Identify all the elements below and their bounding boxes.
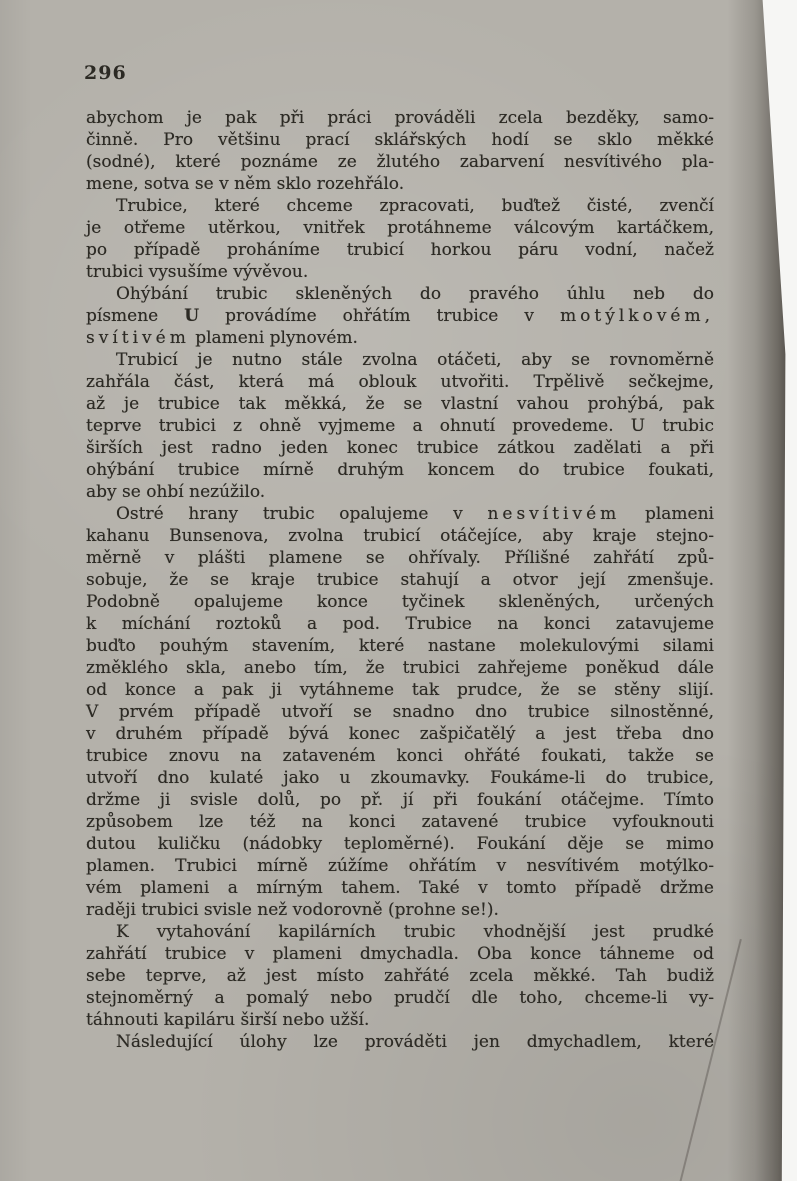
text-line xyxy=(86,151,714,173)
text-segment: širších jest radno jeden konec trubice zátkou zadělati a při xyxy=(86,438,714,458)
text-line xyxy=(86,679,714,701)
text-line xyxy=(86,107,714,129)
text-segment: v druhém případě bývá konec zašpičatělý a jest třeba dno xyxy=(86,724,714,744)
text-line xyxy=(86,613,714,635)
text-segment: sobuje, že se kraje trubice stahují a otvor její zmenšuje. xyxy=(86,570,714,590)
text-segment: ohýbání trubice mírně druhým koncem do trubice foukati, xyxy=(86,460,714,480)
text-line xyxy=(86,855,714,877)
text-segment: zahřátí trubice v plameni dmychadla. Oba konce táhneme od xyxy=(86,944,714,964)
text-segment: kahanu Bunsenova, zvolna trubicí otáčejíce, aby kraje stejno- xyxy=(86,526,714,546)
text-line xyxy=(86,129,714,151)
text-line xyxy=(86,459,714,481)
text-segment: trubice znovu na zataveném konci ohřáté foukati, takže se xyxy=(86,746,714,766)
text-segment: sebe teprve, až jest místo zahřáté zcela měkké. Tah budiž xyxy=(86,966,714,986)
text-segment: měrně v plášti plamene se ohřívaly. Přílišné zahřátí způ- xyxy=(86,548,714,568)
text-segment: svítivém xyxy=(86,328,190,348)
text-line xyxy=(86,525,714,547)
text-line xyxy=(86,811,714,833)
text-line xyxy=(86,1031,714,1053)
text-segment: aby se ohbí nezúžilo. xyxy=(86,482,266,502)
page-number: 296 xyxy=(84,62,127,84)
text-line xyxy=(86,415,714,437)
text-segment: raději trubici svisle než vodorovně (prohne se!). xyxy=(86,900,499,920)
text-line xyxy=(86,547,714,569)
text-segment: zahřála část, která má oblouk utvořiti. Trpělivě sečkejme, xyxy=(86,372,714,392)
text-line xyxy=(86,393,714,415)
text-line xyxy=(86,877,714,899)
text-segment: vém plameni a mírným tahem. Také v tomto případě držme xyxy=(86,878,714,898)
text-line xyxy=(86,701,714,723)
text-line xyxy=(86,371,714,393)
text-segment: plameni plynovém. xyxy=(189,328,358,348)
text-line xyxy=(86,965,714,987)
text-line xyxy=(86,349,714,371)
text-line xyxy=(86,327,714,349)
text-segment: Následující úlohy lze prováděti jen dmychadlem, které xyxy=(116,1032,714,1052)
text-segment: mene, sotva se v něm sklo rozehřálo. xyxy=(86,174,405,194)
text-line xyxy=(86,217,714,239)
text-segment: změklého skla, anebo tím, že trubici zahřejeme poněkud dále xyxy=(86,658,714,678)
text-segment: stejnoměrný a pomalý nebo prudčí dle toho, chceme-li vy- xyxy=(86,988,714,1008)
text-line xyxy=(86,767,714,789)
text-segment: abychom je pak při práci prováděli zcela bezděky, samo- xyxy=(86,108,714,128)
text-segment: dutou kuličku (nádobky teploměrné). Foukání děje se mimo xyxy=(86,834,714,854)
text-segment: (sodné), které poznáme ze žlutého zabarvení nesvítivého pla- xyxy=(86,152,714,172)
text-block xyxy=(86,107,714,1053)
text-segment: způsobem lze též na konci zatavené trubice vyfouknouti xyxy=(86,812,714,832)
text-segment: Trubice, které chceme zpracovati, buďtež čisté, zvenčí xyxy=(116,196,714,216)
text-segment: teprve trubici z ohně vyjmeme a ohnutí provedeme. U trubic xyxy=(86,416,714,436)
text-segment: nesvítivém xyxy=(487,504,621,524)
text-line xyxy=(86,481,714,503)
text-segment: Podobně opalujeme konce tyčinek skleněných, určených xyxy=(86,592,714,612)
text-segment: je otřeme utěrkou, vnitřek protáhneme válcovým kartáčkem, xyxy=(86,218,714,238)
text-line xyxy=(86,987,714,1009)
text-line xyxy=(86,503,714,525)
text-segment: Ostré hrany trubic opalujeme v xyxy=(116,504,488,524)
text-line xyxy=(86,305,714,327)
text-line xyxy=(86,1009,714,1031)
text-line xyxy=(86,195,714,217)
text-line xyxy=(86,657,714,679)
text-segment: činně. Pro většinu prací sklářských hodí se sklo měkké xyxy=(86,130,714,150)
text-segment: od konce a pak ji vytáhneme tak prudce, že se stěny slijí. xyxy=(86,680,714,700)
text-line xyxy=(86,591,714,613)
text-segment: K vytahování kapilárních trubic vhodnější jest prudké xyxy=(116,922,714,942)
text-line xyxy=(86,899,714,921)
text-line xyxy=(86,789,714,811)
text-segment: plamen. Trubici mírně zúžíme ohřátím v nesvítivém motýlko- xyxy=(86,856,714,876)
text-segment: motýlkovém, xyxy=(560,306,715,326)
text-segment: Ohýbání trubic skleněných do pravého úhlu neb do xyxy=(116,284,714,304)
text-segment: držme ji svisle dolů, po př. jí při foukání otáčejme. Tímto xyxy=(86,790,714,810)
text-segment: V prvém případě utvoří se snadno dno trubice silnostěnné, xyxy=(86,702,714,722)
text-segment: U xyxy=(184,306,200,326)
text-line xyxy=(86,833,714,855)
text-line xyxy=(86,261,714,283)
text-line xyxy=(86,569,714,591)
text-line xyxy=(86,173,714,195)
text-segment: trubici vysušíme vývěvou. xyxy=(86,262,309,282)
text-line xyxy=(86,239,714,261)
text-segment: až je trubice tak měkká, že se vlastní vahou prohýbá, pak xyxy=(86,394,714,414)
text-line xyxy=(86,723,714,745)
text-segment: buďto pouhým stavením, které nastane molekulovými silami xyxy=(86,636,714,656)
text-line xyxy=(86,745,714,767)
text-line xyxy=(86,283,714,305)
text-segment: po případě proháníme trubicí horkou páru vodní, načež xyxy=(86,240,714,260)
text-line xyxy=(86,635,714,657)
text-line xyxy=(86,921,714,943)
text-segment: písmene xyxy=(86,306,185,326)
text-segment: Trubicí je nutno stále zvolna otáčeti, aby se rovnoměrně xyxy=(116,350,714,370)
text-segment: plameni xyxy=(620,504,714,524)
text-segment: provádíme ohřátím trubice v xyxy=(199,306,561,326)
text-segment: táhnouti kapiláru širší nebo užší. xyxy=(86,1010,370,1030)
text-segment: utvoří dno kulaté jako u zkoumavky. Foukáme-li do trubice, xyxy=(86,768,714,788)
text-segment: k míchání roztoků a pod. Trubice na konci zatavujeme xyxy=(86,614,714,634)
text-line xyxy=(86,437,714,459)
text-line xyxy=(86,943,714,965)
